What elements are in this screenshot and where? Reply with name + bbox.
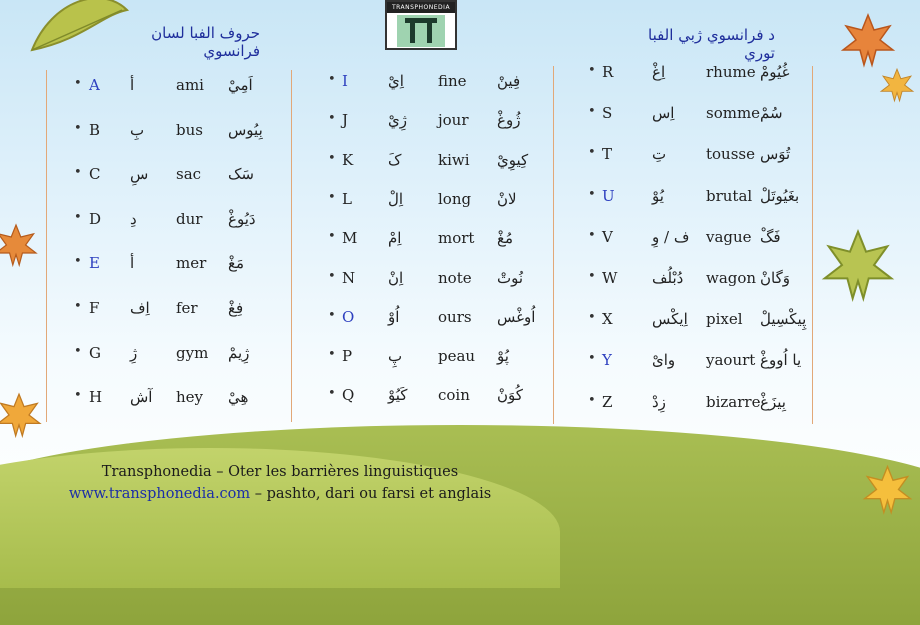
latin-letter: X [602,310,613,329]
bullet-icon: • [74,165,82,181]
example-word: ours [438,307,472,326]
example-word: long [438,189,472,208]
example-word: sac [176,165,202,184]
latin-letter: Z [602,392,613,411]
bullet-icon: • [588,269,596,284]
bullet-icon: • [328,189,336,205]
letter-name-transliteration: ژِ [130,343,138,362]
example-word: kiwi [438,150,470,169]
example-word: mer [176,254,207,273]
latin-letter: Y [602,351,612,370]
maple-leaf-icon [855,462,920,517]
example-pronunciation: دَيُوغْ [228,209,256,228]
bullet-icon: • [588,310,596,326]
letter-name-transliteration: اِغْ [652,63,666,81]
maple-leaf-icon [838,10,898,70]
transphonedia-logo [385,0,457,50]
latin-letter: U [602,186,615,205]
latin-letter: F [89,299,100,317]
latin-letter: C [89,165,101,184]
letter-name-transliteration: أ [130,254,135,273]
example-pronunciation: کُوَنْ [497,386,523,405]
example-word: mort [438,229,475,248]
example-pronunciation: پُوْ [497,347,509,366]
example-word: bizarre [706,392,761,411]
bullet-icon: • [328,229,336,245]
letter-name-transliteration: اُوْ [388,307,400,326]
bullet-icon: • [328,347,336,363]
footer-line-2-text: – pashto, dari ou farsi et anglais [250,486,492,502]
latin-letter: I [342,72,348,90]
latin-letter: M [342,229,358,248]
latin-letter: T [602,145,613,164]
example-pronunciation: فَگْ [760,227,781,246]
table-row [0,145,920,169]
example-pronunciation: بغَيُوتَلْ [760,186,800,205]
example-word: wagon [706,269,757,287]
example-pronunciation: وَگانْ [760,269,790,287]
example-pronunciation: بِيزَغْ [760,392,786,411]
example-pronunciation: لانْ [497,189,517,208]
example-pronunciation: نُوتْ [497,268,524,287]
example-word: rhume [706,63,756,81]
example-word: fine [438,72,467,90]
letter-name-transliteration: سِ [130,165,149,184]
example-pronunciation: بِيُوس [228,120,263,139]
table-row [0,351,920,375]
latin-letter: H [89,388,103,407]
example-word: hey [176,388,204,407]
table-row [0,187,920,211]
example-pronunciation: اَمِيْ [228,76,253,94]
example-word: ami [176,76,204,94]
example-word: fer [176,299,198,317]
bullet-icon: • [74,299,82,314]
latin-letter: K [342,150,354,169]
letter-name-transliteration: اِيْ [388,72,404,90]
table-row [0,269,920,293]
letter-name-transliteration: ژِيْ [388,111,407,130]
bullet-icon: • [328,72,336,87]
example-word: tousse [706,145,755,164]
example-word: somme [706,104,761,123]
example-pronunciation: ژُوغْ [497,111,521,130]
letter-name-transliteration: اِمْ [388,229,402,248]
example-word: bus [176,120,203,139]
logo-label: TRANSPHONEDIA [387,2,455,13]
heading-right: د فرانسوي ژبي الفبا توري [648,26,775,62]
latin-letter: S [602,104,613,123]
letter-name-transliteration: اِيكْس [652,310,688,329]
letter-name-transliteration: کَ [388,150,402,169]
letter-name-transliteration: وایْ [652,351,676,370]
example-pronunciation: سُمْ [760,104,783,123]
latin-letter: D [89,209,102,228]
example-pronunciation: غُيُومْ [760,63,790,81]
example-word: pixel [706,310,743,329]
latin-letter: W [602,269,618,287]
latin-letter: L [342,189,352,208]
example-word: dur [176,209,203,228]
bullet-icon: • [328,386,336,402]
table-row [0,104,920,128]
heading-left: حروف الفبا لسان فرانسوي [151,24,260,60]
example-pronunciation: مَغْ [228,254,245,273]
bullet-icon: • [588,186,596,202]
example-pronunciation: يا اُووغْ [760,351,802,370]
bullet-icon: • [588,145,596,161]
bullet-icon: • [328,307,336,323]
latin-letter: B [89,120,101,139]
bullet-icon: • [328,268,336,284]
footer-line-2 [0,486,560,502]
latin-letter: O [342,307,355,326]
example-word: jour [438,111,469,130]
letter-name-transliteration: کَيُوْ [388,386,408,405]
leaf-icon [22,0,132,60]
example-pronunciation: تُوَس [760,145,791,164]
latin-letter: R [602,63,614,81]
bullet-icon: • [588,351,596,367]
example-pronunciation: سَک [228,165,254,184]
bullet-icon: • [328,111,336,127]
example-word: vague [706,227,752,246]
bullet-icon: • [74,76,82,91]
bullet-icon: • [588,227,596,243]
latin-letter: Q [342,386,355,405]
example-pronunciation: اُوغْس [497,307,536,326]
example-pronunciation: کِيوِيْ [497,150,529,169]
latin-letter: G [89,343,101,362]
letter-name-transliteration: اِلْ [388,189,404,208]
example-pronunciation: هِيْ [228,388,249,407]
bullet-icon: • [588,104,596,120]
bullet-icon: • [74,254,82,270]
example-pronunciation: پِيكْسِيلْ [760,310,807,329]
example-pronunciation: ژِيمْ [228,343,250,362]
latin-letter: P [342,347,353,366]
website-link[interactable]: www.transphonedia.com [68,486,251,502]
latin-letter: V [602,227,613,246]
bullet-icon: • [74,120,82,136]
latin-letter: A [89,76,100,94]
letter-name-transliteration: آش [130,388,153,407]
latin-letter: E [89,254,100,273]
letter-name-transliteration: يُوْ [652,186,664,205]
letter-name-transliteration: اِف [130,299,150,317]
latin-letter: J [342,111,349,130]
letter-name-transliteration: بِ [130,120,145,139]
example-word: brutal [706,186,753,205]
table-row [0,63,920,87]
example-word: yaourt [706,351,756,370]
table-row [0,228,920,252]
logo-mark-icon [397,15,445,47]
letter-name-transliteration: اِس [652,104,675,123]
bullet-icon: • [328,150,336,166]
letter-name-transliteration: ف / وِ [652,227,690,246]
bullet-icon: • [588,63,596,78]
example-pronunciation: مُغْ [497,229,514,248]
letter-name-transliteration: دِ [130,209,137,228]
bullet-icon: • [74,388,82,404]
latin-letter: N [342,268,356,287]
letter-name-transliteration: زِدْ [652,392,666,411]
table-row [0,393,920,417]
bullet-icon: • [74,209,82,225]
example-word: coin [438,386,470,405]
letter-name-transliteration: تِ [652,145,667,164]
bullet-icon: • [74,343,82,359]
example-word: note [438,268,472,287]
letter-name-transliteration: پِ [388,347,403,366]
example-word: gym [176,343,209,362]
bullet-icon: • [588,392,596,408]
letter-name-transliteration: دُبْلُف [652,269,684,287]
example-word: peau [438,347,476,366]
example-pronunciation: فِغْ [228,299,244,317]
letter-name-transliteration: أ [130,76,135,94]
letter-name-transliteration: اِنْ [388,268,404,287]
footer-line-1: Transphonedia – Oter les barrières linguistiques [101,464,459,480]
example-pronunciation: فِينْ [497,72,521,90]
